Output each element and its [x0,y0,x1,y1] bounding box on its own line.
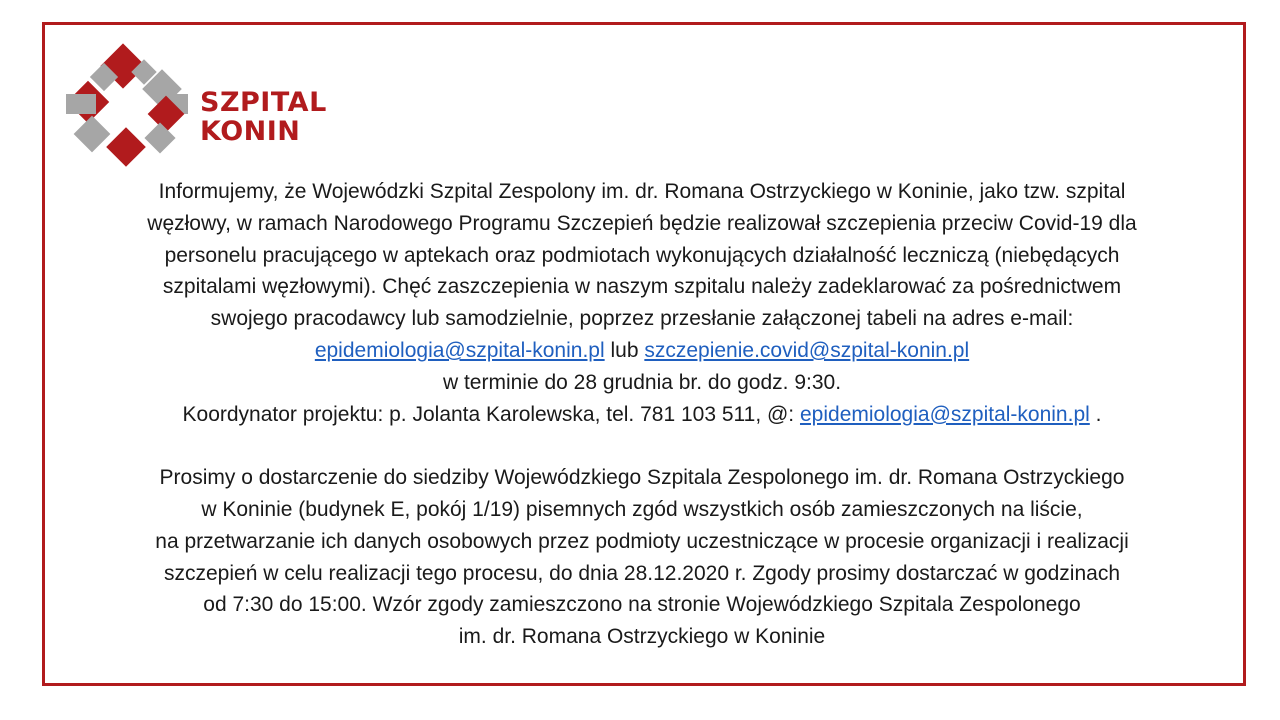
paragraph-2-line-5: od 7:30 do 15:00. Wzór zgody zamieszczono na stronie Wojewódzkiego Szpitala Zespolonego [203,593,1081,617]
email-line [48,335,1236,367]
coordinator-line [48,399,1236,431]
announcement-body [48,176,1236,653]
logo-line-1: SZPITAL [200,87,327,118]
paragraph-2-line-2: w Koninie (budynek E, pokój 1/19) pisemnych zgód wszystkich osób zamieszczonych na liście, [201,497,1083,521]
coordinator-text: Koordynator projektu: p. Jolanta Karolewska, tel. 781 103 511, @: [182,402,800,426]
paragraph-spacer [48,430,1236,462]
email-link-szczepienie[interactable]: szczepienie.covid@szpital-konin.pl [644,338,970,362]
email-link-epidemiologia[interactable]: epidemiologia@szpital-konin.pl [314,338,605,362]
paragraph-1-line-5: swojego pracodawcy lub samodzielnie, poprzez przesłanie załączonej tabeli na adres e-mail: [210,307,1074,331]
paragraph-2-line-6: im. dr. Romana Ostrzyckiego w Koninie [458,625,826,649]
paragraph-1-line-1: Informujemy, że Wojewódzki Szpital Zespolony im. dr. Romana Ostrzyckiego w Koninie, jako tzw. szpital [158,180,1126,203]
email-connector: lub [604,338,645,362]
logo-line-2: KONIN [200,116,301,147]
logo-cross-icon [62,42,192,167]
paragraph-1-line-4: szpitalami węzłowymi). Chęć zaszczepienia w naszym szpitalu należy zadeklarować za pośrednictwem [162,275,1122,299]
coordinator-suffix: . [1089,402,1102,426]
paragraph-2-line-3: na przetwarzanie ich danych osobowych przez podmioty uczestniczące w procesie organizacji i realizacji [155,529,1129,553]
coordinator-email-link[interactable]: epidemiologia@szpital-konin.pl [799,402,1090,426]
paragraph-2-line-4: szczepień w celu realizacji tego procesu, do dnia 28.12.2020 r. Zgody prosimy dostarczać w godzinach [163,561,1121,585]
paragraph-1-line-2: węzłowy, w ramach Narodowego Programu Szczepień będzie realizował szczepienia przeciw Covid-19 dla [147,211,1137,235]
paragraph-2-line-1: Prosimy o dostarczenie do siedziby Wojewódzkiego Szpitala Zespolonego im. dr. Romana Ostrzyckiego [159,466,1125,490]
deadline-line: w terminie do 28 grudnia br. do godz. 9:30. [442,370,842,394]
logo-wordmark [200,88,327,146]
hospital-logo [62,42,332,167]
paragraph-1-line-3: personelu pracującego w aptekach oraz podmiotach wykonujących działalność leczniczą (niebędących [164,243,1120,267]
